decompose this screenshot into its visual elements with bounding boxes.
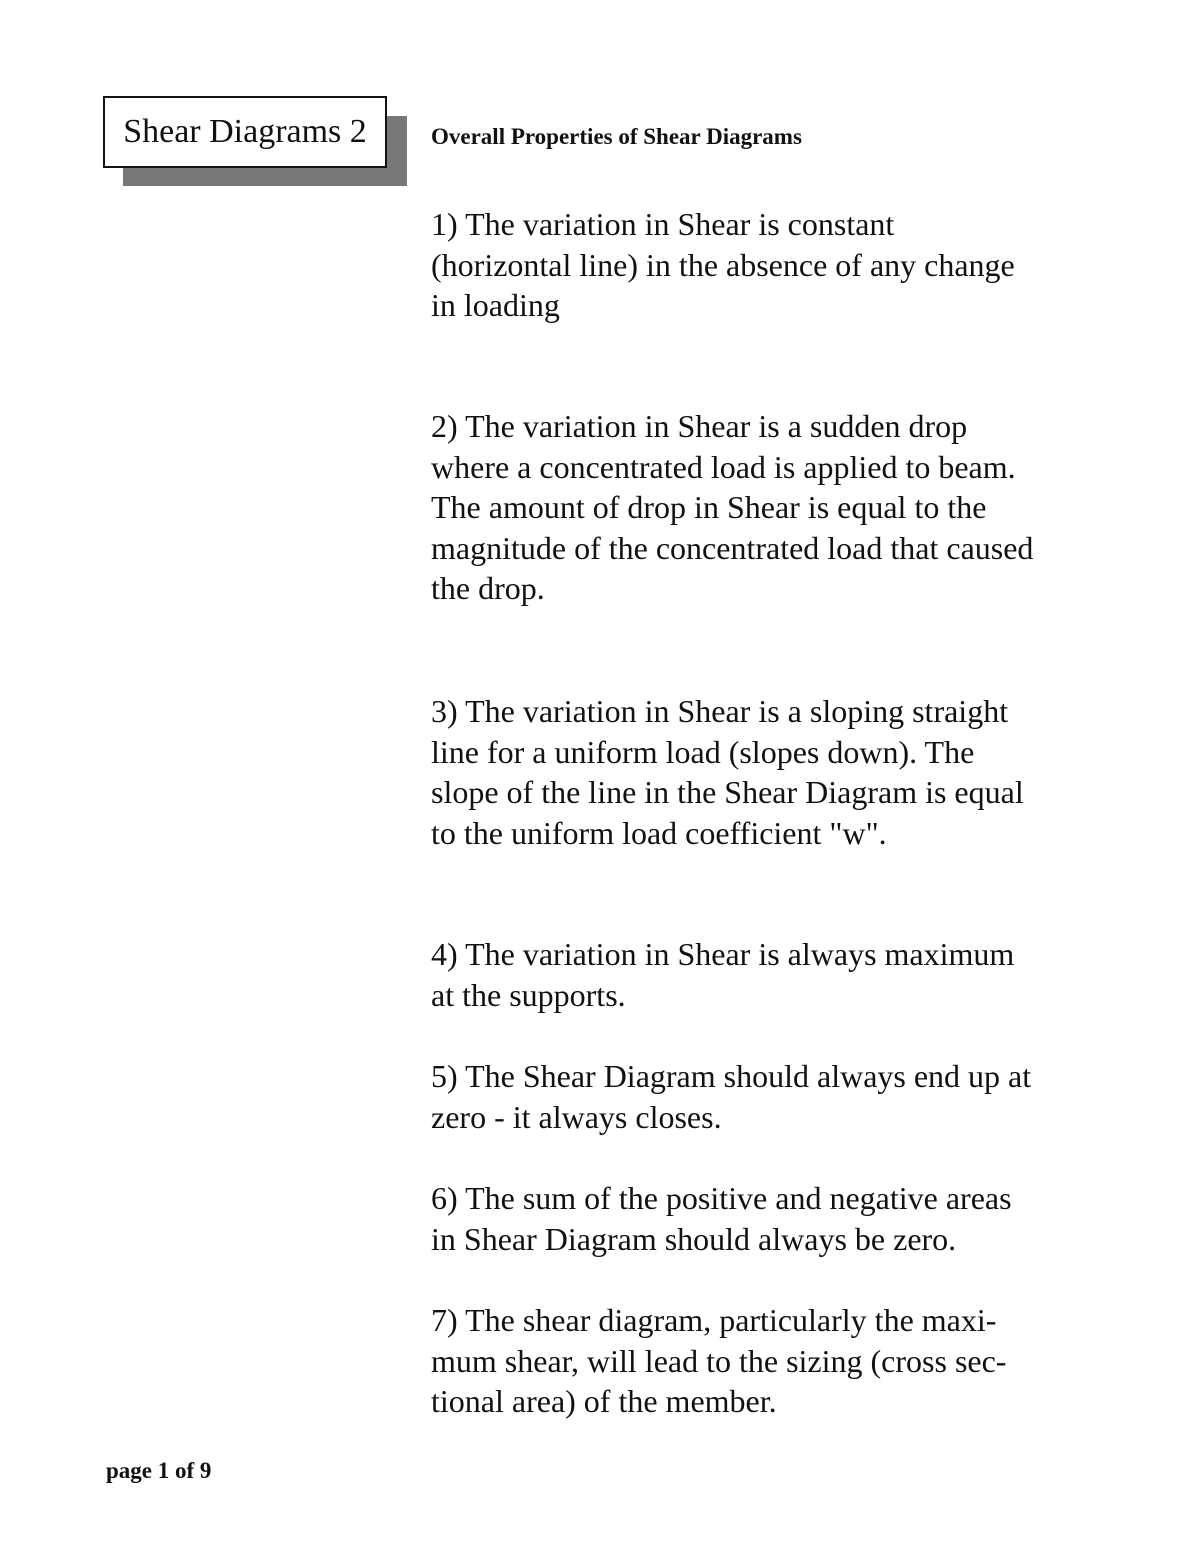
property-item-5 <box>431 1056 1131 1137</box>
property-item-7 <box>431 1300 1131 1422</box>
item-line: 5) The Shear Diagram should always end up at <box>431 1058 1032 1094</box>
item-line: at the supports. <box>431 976 626 1013</box>
property-item-4 <box>431 934 1131 1015</box>
item-line: The amount of drop in Shear is equal to the <box>431 489 987 525</box>
item-line: the drop. <box>431 570 545 606</box>
item-line: (horizontal line) in the absence of any change <box>431 246 1015 283</box>
item-line: magnitude of the concentrated load that caused <box>431 529 1034 566</box>
item-line: zero - it always closes. <box>431 1098 722 1135</box>
property-item-2 <box>431 406 1131 609</box>
item-line: 6) The sum of the positive and negative areas <box>431 1180 1012 1216</box>
item-line: tional area) of the member. <box>431 1383 777 1419</box>
page-number: page 1 of 9 <box>106 1458 212 1483</box>
item-line: 2) The variation in Shear is a sudden drop <box>431 408 968 444</box>
property-item-1 <box>431 204 1131 326</box>
item-line: 7) The shear diagram, particularly the maxi- <box>431 1302 997 1338</box>
item-line: to the uniform load coefficient "w". <box>431 814 887 851</box>
title-box <box>103 96 387 168</box>
item-line: 3) The variation in Shear is a sloping straight <box>431 693 1009 729</box>
document-title: Shear Diagrams 2 <box>103 96 387 168</box>
item-line: line for a uniform load (slopes down). The <box>431 733 975 770</box>
item-line: in Shear Diagram should always be zero. <box>431 1220 957 1257</box>
item-line: where a concentrated load is applied to beam. <box>431 448 1016 485</box>
property-item-6 <box>431 1178 1131 1259</box>
property-item-3 <box>431 691 1131 853</box>
item-line: 4) The variation in Shear is always maximum <box>431 936 1015 972</box>
item-line: slope of the line in the Shear Diagram is equal <box>431 774 1024 810</box>
item-line: in loading <box>431 287 560 323</box>
item-line: mum shear, will lead to the sizing (cross sec- <box>431 1342 1007 1379</box>
item-line: 1) The variation in Shear is constant <box>431 206 895 242</box>
section-heading: Overall Properties of Shear Diagrams <box>431 124 802 149</box>
